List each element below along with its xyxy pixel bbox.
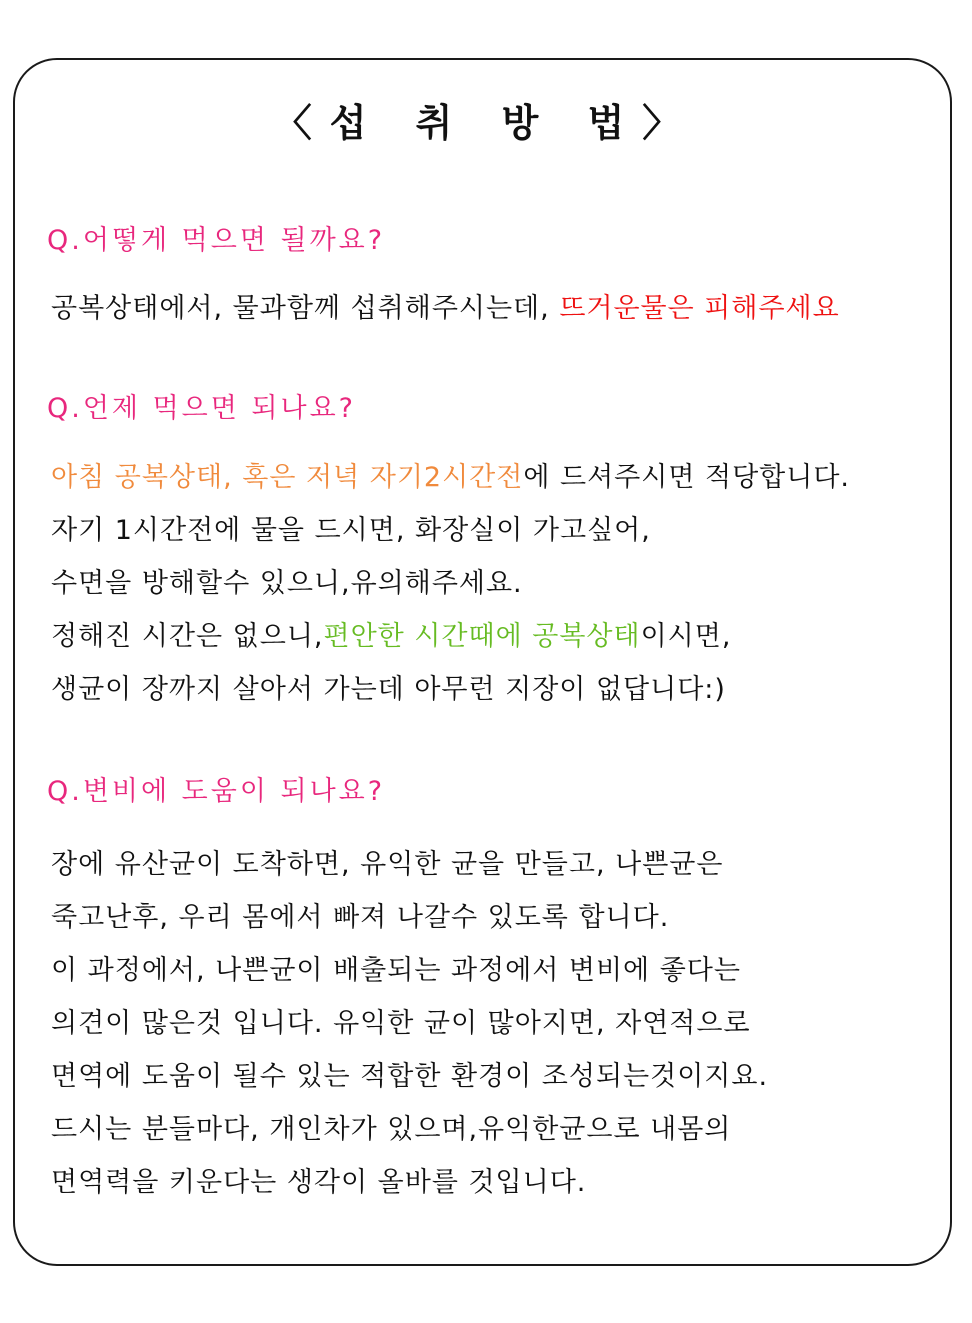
- answer-text: 공복상태에서, 물과함께 섭취해주시는데,: [51, 293, 560, 324]
- answer-text: 이시면,: [640, 621, 732, 652]
- answer-constipation-line: 의견이 많은것 입니다. 유익한 균이 많아지면, 자연적으로: [51, 1008, 751, 1039]
- question-constipation: Q.변비에 도움이 되나요?: [47, 776, 386, 807]
- warning-text: 뜨거운물은 피해주세요: [559, 293, 840, 324]
- answer-constipation-line: 장에 유산균이 도착하면, 유익한 균을 만들고, 나쁜균은: [51, 849, 724, 880]
- answer-constipation-line: 이 과정에서, 나쁜균이 배출되는 과정에서 변비에 좋다는: [51, 955, 741, 986]
- question-when-to-take: Q.언제 먹으면 되나요?: [47, 393, 356, 424]
- answer-when-line-5: 생균이 장까지 살아서 가는데 아무런 지장이 없답니다:): [51, 674, 726, 705]
- answer-when-line-2: 자기 1시간전에 물을 드시면, 화장실이 가고싶어,: [51, 515, 651, 546]
- question-how-to-take: Q.어떻게 먹으면 될까요?: [47, 225, 386, 256]
- answer-when-line-1: [51, 461, 850, 495]
- answer-when-line-4: [51, 620, 731, 654]
- page-title: 〈섭 취 방 법〉: [273, 101, 699, 145]
- highlight-comfortable-time: 편안한 시간때에 공복상태: [323, 621, 641, 652]
- answer-constipation-line: 죽고난후, 우리 몸에서 빠져 나갈수 있도록 합니다.: [51, 902, 670, 933]
- answer-how-to-take: [51, 292, 840, 326]
- answer-text: 에 드셔주시면 적당합니다.: [523, 462, 850, 493]
- answer-constipation-line: 드시는 분들마다, 개인차가 있으며,유익한균으로 내몸의: [51, 1114, 732, 1145]
- highlight-timing: 아침 공복상태, 혹은 저녁 자기2시간전: [51, 462, 524, 493]
- answer-constipation-line: 면역력을 키운다는 생각이 올바를 것입니다.: [51, 1167, 587, 1198]
- answer-constipation-line: 면역에 도움이 될수 있는 적합한 환경이 조성되는것이지요.: [51, 1061, 769, 1092]
- answer-text: 정해진 시간은 없으니,: [51, 621, 324, 652]
- answer-when-line-3: 수면을 방해할수 있으니,유의해주세요.: [51, 568, 523, 599]
